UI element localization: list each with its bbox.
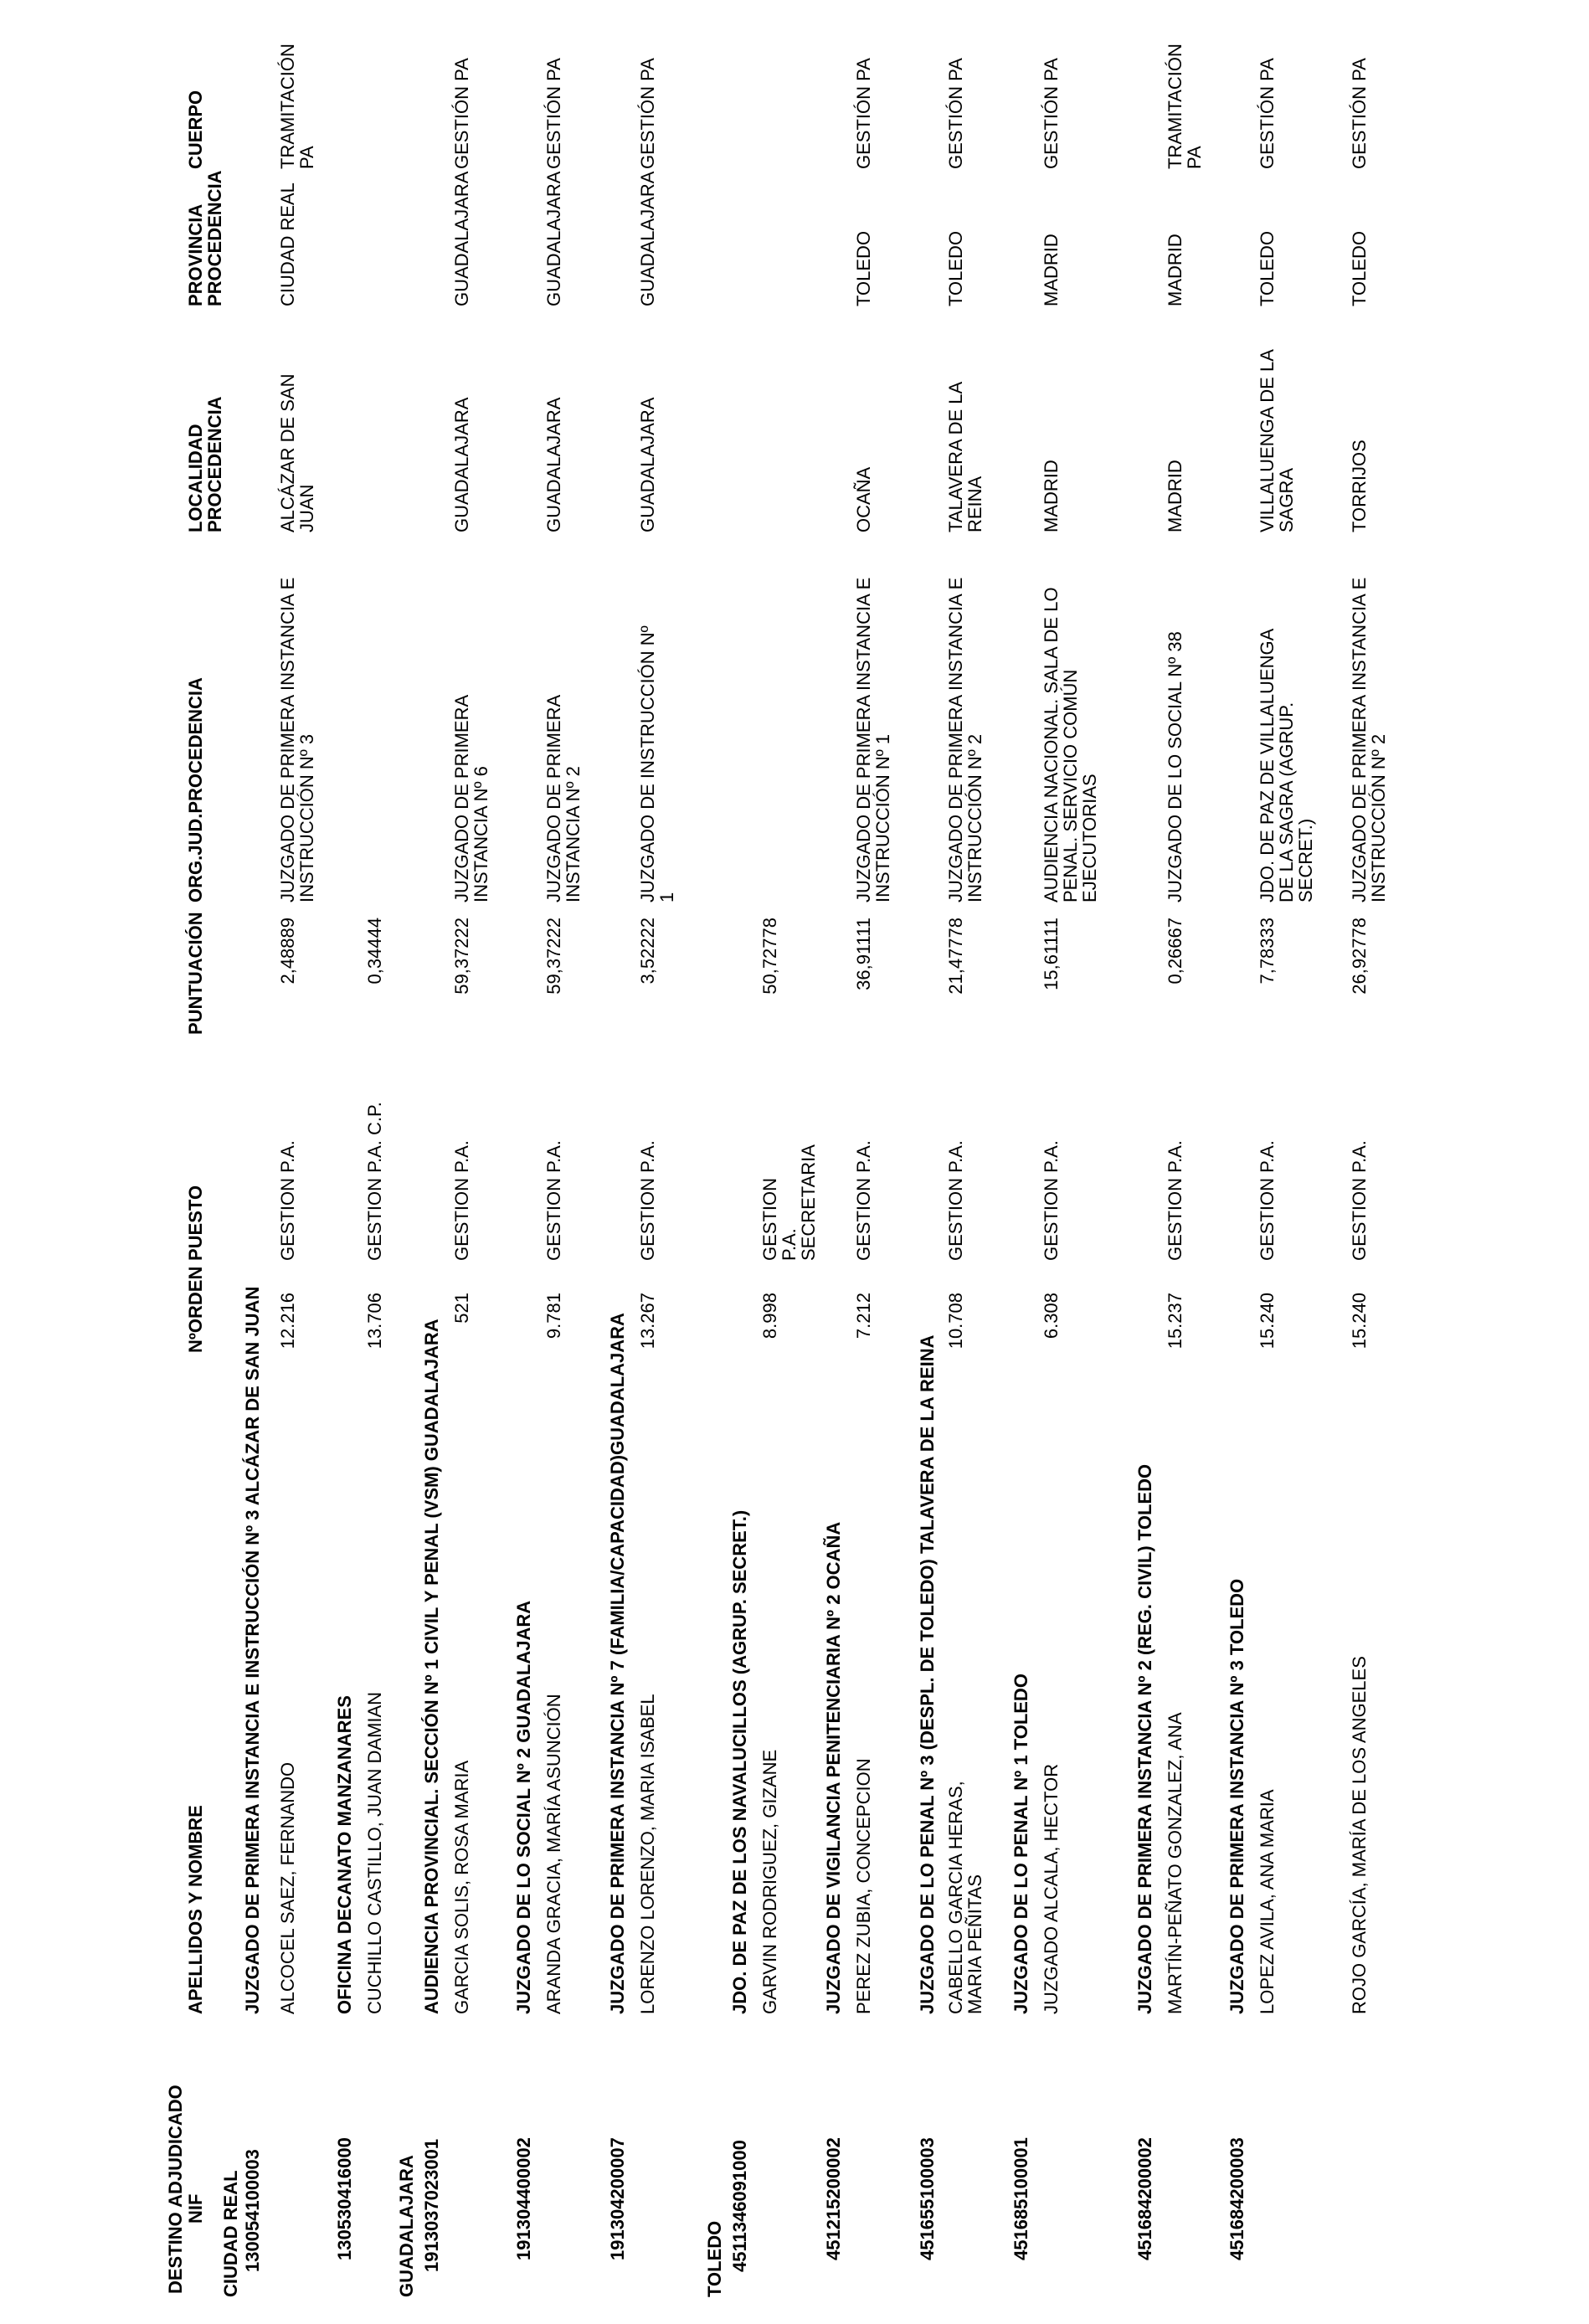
province-label: GUADALAJARA: [396, 2155, 417, 2297]
row-localidad: GUADALAJARA: [451, 397, 472, 532]
row-localidad: OCAÑA: [853, 466, 874, 532]
group-nif: 191304200007: [607, 2137, 628, 2260]
row-orden: 521: [451, 1293, 472, 1324]
header-provincia: PROVINCIA PROCEDENCIA: [185, 170, 225, 306]
row-orden: 15.237: [1165, 1293, 1185, 1350]
group-organo: JUZGADO DE VIGILANCIA PENITENCIARIA Nº 2 OCAÑA: [823, 1521, 844, 2014]
group-organo: JUZGADO DE PRIMERA INSTANCIA Nº 7 (FAMILIA/CAPACIDAD)GUADALAJARA: [607, 1313, 628, 2014]
row-cuerpo: GESTIÓN PA: [1257, 58, 1278, 169]
row-puesto: GESTION P.A. C.P.: [364, 1102, 385, 1261]
row-provincia: GUADALAJARA: [637, 171, 658, 306]
group-nif: 451215200002: [823, 2137, 844, 2260]
row-cuerpo: GESTIÓN PA: [543, 58, 564, 169]
row-puesto: GESTION P.A.: [543, 1140, 564, 1261]
header-org: ORG.JUD.PROCEDENCIA: [185, 677, 206, 902]
row-provincia: MADRID: [1041, 234, 1062, 306]
row-cuerpo: TRAMITACIÓN PA: [277, 44, 317, 169]
row-puesto: GESTION P.A.: [637, 1140, 658, 1261]
row-nombre: GARVIN RODRIGUEZ, GIZANE: [759, 1749, 780, 2014]
row-provincia: CIUDAD REAL: [277, 183, 298, 306]
row-puntuacion: 3,52222: [637, 918, 658, 985]
row-cuerpo: GESTIÓN PA: [1349, 58, 1370, 169]
row-orden: 8.998: [759, 1293, 780, 1339]
group-nif: 451684200002: [1134, 2137, 1155, 2260]
row-nombre: LOPEZ AVILA, ANA MARIA: [1257, 1789, 1278, 2014]
province-label: TOLEDO: [704, 2220, 725, 2297]
row-localidad: MADRID: [1041, 460, 1062, 532]
row-provincia: TOLEDO: [945, 230, 966, 306]
row-puesto: GESTION P.A. SECRETARIA: [759, 1144, 819, 1261]
row-cuerpo: GESTIÓN PA: [945, 58, 966, 169]
group-nif: 191304400002: [513, 2137, 534, 2260]
row-nombre: JUZGADO ALCALA, HECTOR: [1041, 1763, 1062, 2014]
row-nombre: LORENZO LORENZO, MARIA ISABEL: [637, 1694, 658, 2014]
row-puesto: GESTION P.A.: [1041, 1140, 1062, 1261]
row-cuerpo: GESTIÓN PA: [451, 58, 472, 169]
row-puesto: GESTION P.A.: [853, 1140, 874, 1261]
row-org: JUZGADO DE LO SOCIAL Nº 38: [1165, 631, 1185, 902]
row-puntuacion: 50,72778: [759, 918, 780, 995]
row-provincia: TOLEDO: [1257, 230, 1278, 306]
row-org: JUZGADO DE PRIMERA INSTANCIA Nº 2: [543, 696, 584, 902]
row-cuerpo: TRAMITACIÓN PA: [1165, 44, 1205, 169]
row-provincia: TOLEDO: [853, 230, 874, 306]
row-nombre: ALCOCEL SAEZ, FERNANDO: [277, 1761, 298, 2014]
header-cuerpo: CUERPO: [185, 90, 206, 169]
row-provincia: MADRID: [1165, 234, 1185, 306]
row-localidad: GUADALAJARA: [637, 397, 658, 532]
row-puntuacion: 59,37222: [451, 918, 472, 995]
row-localidad: MADRID: [1165, 460, 1185, 532]
group-organo: AUDIENCIA PROVINCIAL. SECCIÓN Nº 1 CIVIL Y PENAL (VSM) GUADALAJARA: [421, 1319, 442, 2014]
row-puesto: GESTION P.A.: [945, 1140, 966, 1261]
row-provincia: GUADALAJARA: [451, 171, 472, 306]
row-nombre: CUCHILLO CASTILLO, JUAN DAMIAN: [364, 1691, 385, 2014]
row-localidad: TALAVERA DE LA REINA: [945, 383, 985, 532]
group-nif: 451134609100​0: [729, 2140, 750, 2272]
row-org: JUZGADO DE PRIMERA INSTANCIA E INSTRUCCIÓN Nº 3: [277, 577, 317, 902]
header-puesto: PUESTO: [185, 1185, 206, 1261]
row-orden: 13.706: [364, 1293, 385, 1350]
row-puntuacion: 0,34444: [364, 918, 385, 985]
row-org: JUZGADO DE PRIMERA INSTANCIA Nº 6: [451, 696, 491, 902]
row-orden: 12.216: [277, 1293, 298, 1350]
header-title: DESTINO ADJUDICADO: [165, 2085, 186, 2294]
group-nif: 451684200003: [1226, 2137, 1247, 2260]
row-nombre: CABELLO GARCIA HERAS, MARIA PEÑITAS: [945, 1781, 985, 2014]
row-orden: 13.267: [637, 1293, 658, 1350]
group-organo: OFICINA DECANATO MANZANARES: [334, 1695, 355, 2014]
row-puntuacion: 15,61111: [1041, 918, 1062, 990]
row-provincia: GUADALAJARA: [543, 171, 564, 306]
row-nombre: ROJO GARCÍA, MARÍA DE LOS ANGELES: [1349, 1656, 1370, 2014]
row-puesto: GESTION P.A.: [451, 1140, 472, 1261]
group-nif: 451655100003: [917, 2137, 938, 2260]
row-orden: 15.240: [1257, 1293, 1278, 1350]
row-nombre: GARCIA SOLIS, ROSA MARIA: [451, 1760, 472, 2014]
row-puntuacion: 21,47778: [945, 918, 966, 995]
row-org: JUZGADO DE PRIMERA INSTANCIA E INSTRUCCIÓN Nº 1: [853, 577, 893, 902]
group-organo: JUZGADO DE PRIMERA INSTANCIA Nº 2 (REG. CIVIL) TOLEDO: [1134, 1463, 1155, 2014]
row-cuerpo: GESTIÓN PA: [1041, 58, 1062, 169]
row-nombre: MARTÍN-PEÑATO GONZALEZ, ANA: [1165, 1712, 1185, 2014]
header-puntuacion: PUNTUACIÓN: [185, 912, 206, 1035]
row-puntuacion: 36,91111: [853, 918, 874, 990]
province-label: CIUDAD REAL: [220, 2170, 241, 2297]
row-cuerpo: GESTIÓN PA: [637, 58, 658, 169]
row-localidad: TORRIJOS: [1349, 440, 1370, 532]
row-localidad: GUADALAJARA: [543, 397, 564, 532]
group-organo: JUZGADO DE PRIMERA INSTANCIA E INSTRUCCIÓN Nº 3 ALCÁZAR DE SAN JUAN: [242, 1286, 263, 2014]
row-localidad: ALCÁZAR DE SAN JUAN: [277, 373, 317, 532]
row-puesto: GESTION P.A.: [277, 1140, 298, 1261]
row-puntuacion: 2,48889: [277, 918, 298, 985]
row-nombre: PEREZ ZUBIA, CONCEPCION: [853, 1758, 874, 2014]
row-orden: 6.308: [1041, 1293, 1062, 1339]
row-puesto: GESTION P.A.: [1349, 1140, 1370, 1261]
group-nif: 191303702300​1: [421, 2138, 442, 2272]
row-org: JUZGADO DE INSTRUCCIÓN Nº 1: [637, 625, 677, 902]
row-orden: 15.240: [1349, 1293, 1370, 1350]
row-orden: 10.708: [945, 1293, 966, 1350]
header-localidad: LOCALIDAD PROCEDENCIA: [185, 396, 225, 532]
group-nif: 130054100003: [242, 2149, 263, 2272]
row-puntuacion: 59,37222: [543, 918, 564, 995]
row-puntuacion: 26,92778: [1349, 918, 1370, 995]
row-orden: 9.781: [543, 1293, 564, 1339]
row-localidad: VILLALUENGA DE LA SAGRA: [1257, 350, 1297, 532]
group-organo: JUZGADO DE PRIMERA INSTANCIA Nº 3 TOLEDO: [1226, 1578, 1247, 2014]
header-nif: NIF: [185, 2193, 206, 2224]
row-provincia: TOLEDO: [1349, 230, 1370, 306]
group-organo: JUZGADO DE LO PENAL Nº 3 (DESPL. DE TOLEDO) TALAVERA DE LA REINA: [917, 1334, 938, 2014]
group-organo: JDO. DE PAZ DE LOS NAVALUCILLOS (AGRUP. SECRET.): [729, 1509, 750, 2014]
group-organo: JUZGADO DE LO PENAL Nº 1 TOLEDO: [1010, 1674, 1031, 2014]
row-orden: 7.212: [853, 1293, 874, 1339]
row-puntuacion: 7,78333: [1257, 918, 1278, 985]
row-nombre: ARANDA GRACIA, MARÍA ASUNCIÓN: [543, 1694, 564, 2014]
row-org: JUZGADO DE PRIMERA INSTANCIA E INSTRUCCIÓN Nº 2: [1349, 577, 1389, 902]
row-org: JDO. DE PAZ DE VILLALUENGA DE LA SAGRA (AGRUP. SECRET.): [1257, 629, 1316, 902]
row-puesto: GESTION P.A.: [1165, 1140, 1185, 1261]
group-nif: 451685100001: [1010, 2137, 1031, 2260]
group-nif: 130530416000: [334, 2137, 355, 2260]
row-org: AUDIENCIA NACIONAL. SALA DE LO PENAL. SERVICIO COMÚN EJECUTORIAS: [1041, 587, 1100, 902]
group-organo: JUZGADO DE LO SOCIAL Nº 2 GUADALAJARA: [513, 1600, 534, 2014]
row-puesto: GESTION P.A.: [1257, 1140, 1278, 1261]
header-orden: NºORDEN: [185, 1266, 206, 1353]
header-apellidos: APELLIDOS Y NOMBRE: [185, 1805, 206, 2014]
row-cuerpo: GESTIÓN PA: [853, 58, 874, 169]
row-org: JUZGADO DE PRIMERA INSTANCIA E INSTRUCCIÓN Nº 2: [945, 577, 985, 902]
row-puntuacion: 0,26667: [1165, 918, 1185, 985]
